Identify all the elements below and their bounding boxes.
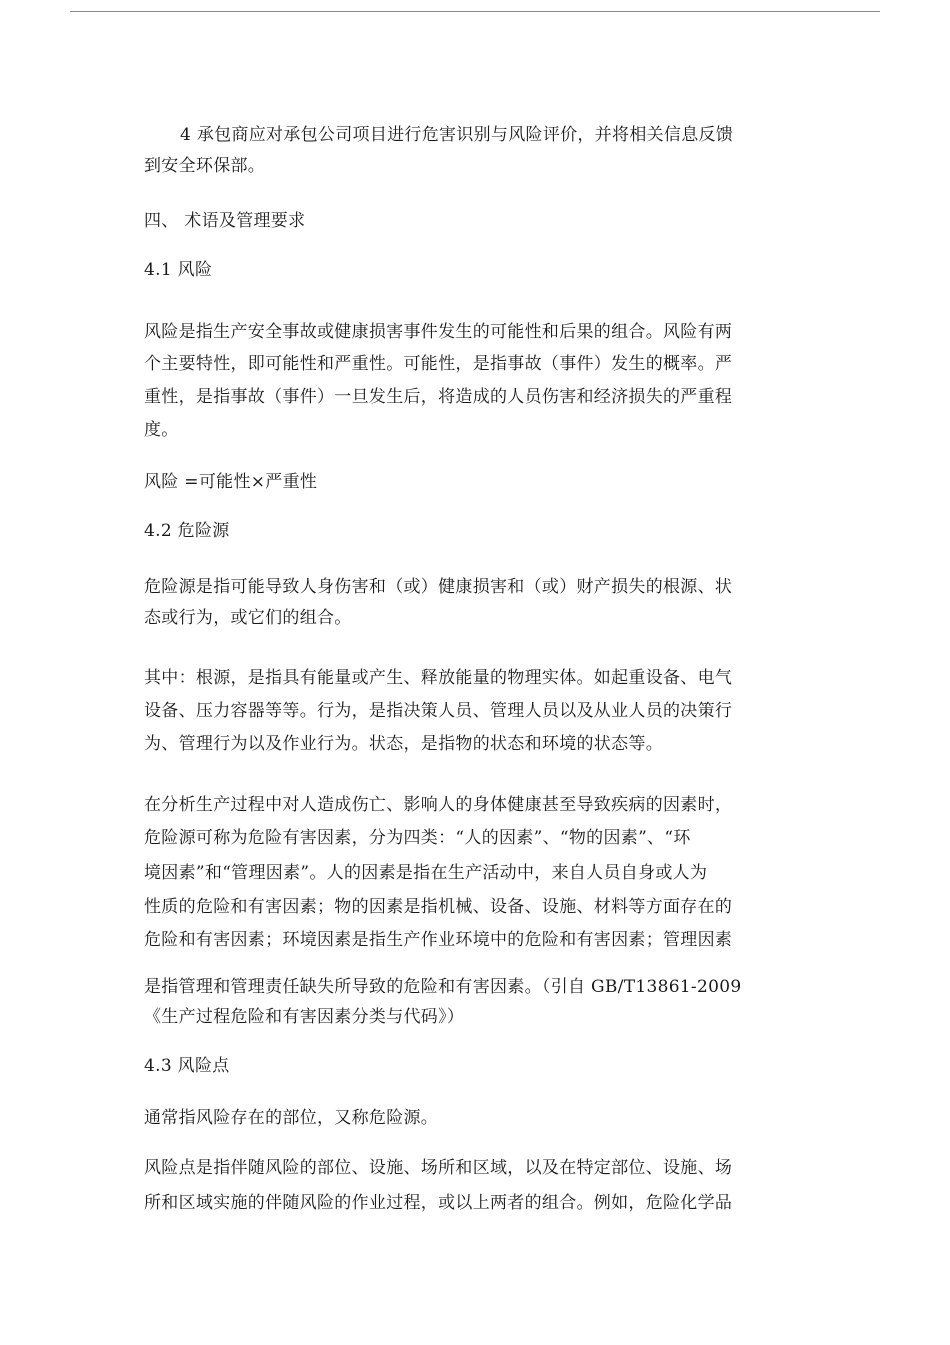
paragraph-analysis-line-7: 《生产过程危险和有害因素分类与代码》） [144, 1007, 465, 1027]
paragraph-contractor-line-2: 到安全环保部。 [144, 156, 266, 176]
paragraph-risk-point-line-1: 风险点是指伴随风险的部位、设施、场所和区域，以及在特定部位、设施、场 [144, 1158, 733, 1178]
paragraph-risk-line-4: 度。 [144, 420, 179, 440]
paragraph-analysis-line-2: 危险源可称为危险有害因素，分为四类：“人的因素”、“物的因素”、“环 [144, 828, 691, 848]
paragraph-risk-line-3: 重性，是指事故（事件）一旦发生后，将造成的人员伤害和经济损失的严重程 [144, 387, 733, 407]
paragraph-risk-line-1: 风险是指生产安全事故或健康损害事件发生的可能性和后果的组合。风险有两 [144, 322, 733, 342]
risk-formula: 风险 =可能性×严重性 [144, 472, 318, 492]
heading-4-1-risk: 4.1 风险 [144, 260, 213, 280]
paragraph-among-line-3: 为、管理行为以及作业行为。状态，是指物的状态和环境的状态等。 [144, 734, 663, 754]
paragraph-risk-point-short: 通常指风险存在的部位，又称危险源。 [144, 1108, 439, 1128]
paragraph-analysis-line-1: 在分析生产过程中对人造成伤亡、影响人的身体健康甚至导致疾病的因素时， [144, 795, 733, 815]
paragraph-contractor-line-1: 4 承包商应对承包公司项目进行危害识别与风险评价，并将相关信息反馈 [180, 125, 734, 145]
paragraph-among-line-1: 其中：根源，是指具有能量或产生、释放能量的物理实体。如起重设备、电气 [144, 668, 733, 688]
paragraph-analysis-line-5: 危险和有害因素；环境因素是指生产作业环境中的危险和有害因素；管理因素 [144, 930, 733, 950]
heading-4-3-risk-point: 4.3 风险点 [144, 1056, 230, 1076]
paragraph-among-line-2: 设备、压力容器等等。行为，是指决策人员、管理人员以及从业人员的决策行 [144, 701, 733, 721]
paragraph-analysis-line-6: 是指管理和管理责任缺失所导致的危险和有害因素。（引自 GB/T13861-2009 [144, 977, 742, 997]
paragraph-analysis-line-3: 境因素”和“管理因素”。人的因素是指在生产活动中，来自人员自身或人为 [144, 863, 708, 883]
paragraph-analysis-line-4: 性质的危险和有害因素；物的因素是指机械、设备、设施、材料等方面存在的 [144, 897, 733, 917]
heading-4-2-hazard: 4.2 危险源 [144, 521, 230, 541]
paragraph-risk-line-2: 个主要特性，即可能性和严重性。可能性，是指事故（事件）发生的概率。严 [144, 354, 733, 374]
section-heading-terms: 四、 术语及管理要求 [144, 211, 306, 231]
paragraph-hazard-line-2: 态或行为，或它们的组合。 [144, 608, 352, 628]
paragraph-risk-point-line-2: 所和区域实施的伴随风险的作业过程，或以上两者的组合。例如，危险化学品 [144, 1193, 733, 1213]
header-rule [70, 11, 880, 12]
paragraph-hazard-line-1: 危险源是指可能导致人身伤害和（或）健康损害和（或）财产损失的根源、状 [144, 577, 733, 597]
